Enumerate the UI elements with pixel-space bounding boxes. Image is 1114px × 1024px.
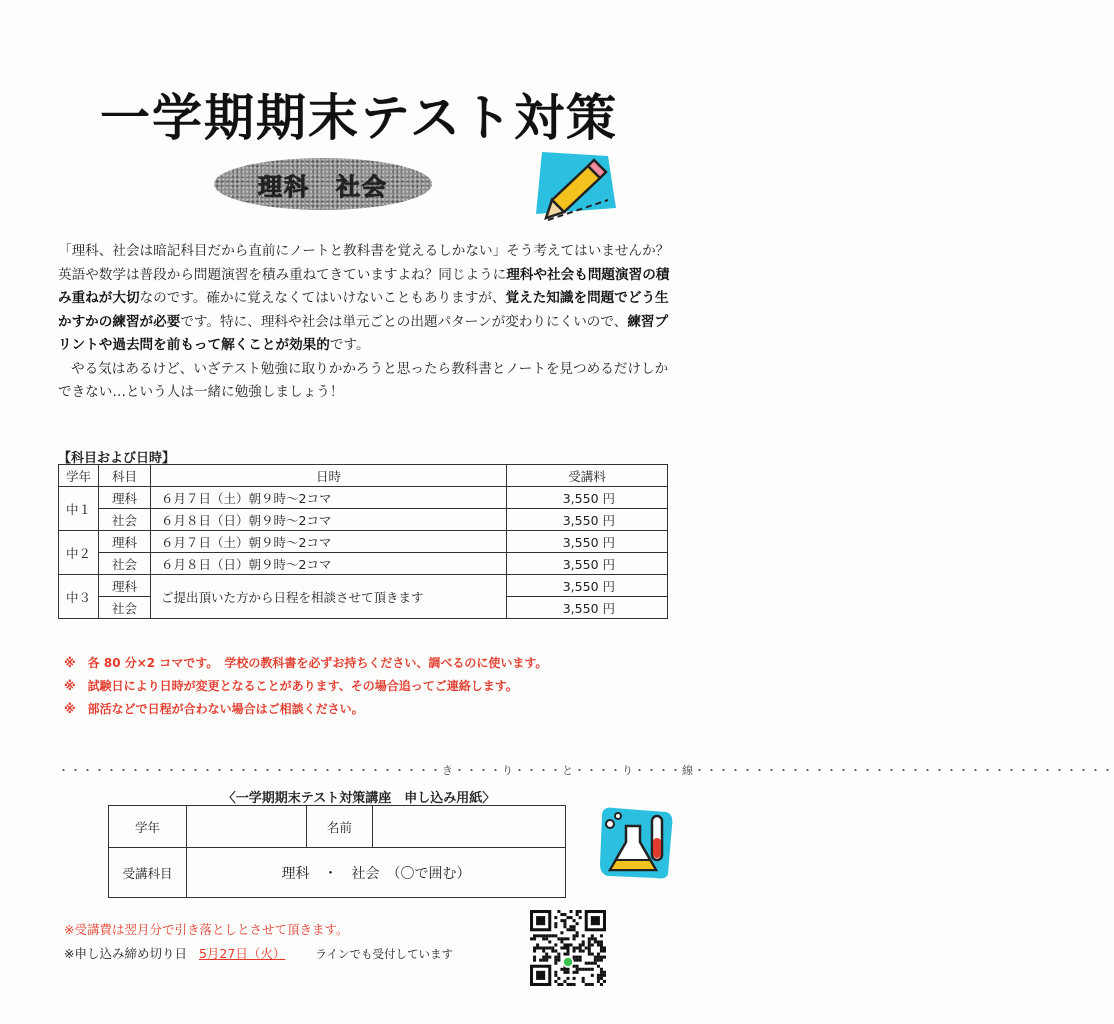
datetime-cell: ６月８日（日）朝９時〜2コマ	[151, 509, 507, 531]
form-title: 〈一学期期末テスト対策講座 申し込み用紙〉	[222, 791, 496, 806]
fee-cell: 3,550 円	[507, 487, 668, 509]
intro-segment: 「理科、社会は暗記科目だから直前にノートと教科書を覚えるしかない」そう考えてはいませんか？英語や数学は普段から問題演習を積み重ねてきていますよね？同じように	[58, 243, 670, 283]
deadline-date: 5月27日（火）	[198, 946, 286, 961]
intro-segment: なのです。確かに覚えなくてはいけないこともありますが、	[139, 290, 506, 306]
intro-segment: です。	[329, 337, 370, 353]
fee-cell: 3,550 円	[507, 575, 668, 597]
subject-cell: 社会	[99, 597, 151, 619]
subjects-badge	[214, 158, 432, 210]
subject-label: 受講科目	[109, 848, 187, 898]
grade-label: 学年	[109, 806, 187, 848]
page-title: 一学期期末テスト対策	[100, 89, 618, 147]
fee-cell: 3,550 円	[507, 553, 668, 575]
subject-cell: 理科	[99, 487, 151, 509]
deadline-row	[64, 944, 453, 962]
subject-cell: 社会	[99, 553, 151, 575]
intro-emphasis: 練習プリントや過去問を前もって解くことが効果的	[58, 313, 669, 353]
name-field[interactable]	[373, 806, 566, 848]
fee-note: ※受講費は翌月分で引き落としとさせて頂きます。	[64, 922, 349, 937]
science-flask-icon	[596, 802, 676, 882]
intro-paragraph-2: やる気はあるけど、いざテスト勉強に取りかかろうと思ったら教科書とノートを見つめるだけしかできない…という人は一緒に勉強しましょう！	[58, 360, 669, 400]
table-row	[59, 509, 668, 531]
qr-code[interactable]	[530, 910, 606, 986]
note-item: ※ 試験日により日時が変更となることがあります、その場合追ってご連絡します。	[64, 679, 518, 693]
schedule-heading: 【科目および日時】	[58, 451, 176, 466]
header-grade: 学年	[59, 465, 99, 487]
table-row	[59, 553, 668, 575]
subject-cell: 社会	[99, 509, 151, 531]
table-header-row	[59, 465, 668, 487]
intro-emphasis: 覚えた知識を問題でどう生かすかの練習が必要	[58, 290, 669, 330]
header-subject: 科目	[99, 465, 151, 487]
subject-options[interactable]: 理科 ・ 社会 （〇で囲む）	[187, 848, 566, 898]
header-datetime: 日時	[151, 465, 507, 487]
subjects-label: 理科 社会	[258, 172, 388, 201]
datetime-cell: ６月８日（日）朝９時〜2コマ	[151, 553, 507, 575]
note-item: ※ 部活などで日程が合わない場合はご相談ください。	[64, 702, 364, 716]
table-row	[59, 575, 668, 597]
pencil-icon	[528, 148, 620, 222]
subject-cell: 理科	[99, 531, 151, 553]
schedule-table	[58, 464, 668, 619]
line-note: ラインでも受付しています	[315, 947, 453, 961]
subject-cell: 理科	[99, 575, 151, 597]
grade-cell: 中２	[59, 531, 99, 575]
intro-segment: です。特に、理科や社会は単元ごとの出題パターンが変わりにくいので、	[180, 313, 628, 330]
note-item: ※ 各 80 分×2 コマです。 学校の教科書を必ずお持ちください、調べるのに使います。	[64, 656, 548, 670]
cut-line: ・・・・・・・・・・・・・・・・・・・・・・・・・・・・・・・・き・・・・り・・・・と・・・・り・・・・線・・・・・・・・・・・・・・・・・・・・・・・・・・・・・・・・・・・	[58, 764, 1114, 777]
header-fee: 受講料	[507, 465, 668, 487]
intro-emphasis: 理科や社会も問題演習の積み重ねが大切	[58, 266, 670, 306]
fee-cell: 3,550 円	[507, 509, 668, 531]
name-label: 名前	[307, 806, 373, 848]
datetime-cell: ご提出頂いた方から日程を相談させて頂きます	[151, 575, 507, 619]
application-form	[108, 805, 566, 898]
fee-cell: 3,550 円	[507, 597, 668, 619]
datetime-cell: ６月７日（土）朝９時〜2コマ	[151, 487, 507, 509]
intro-paragraph-1	[58, 240, 670, 358]
intro-text	[58, 240, 670, 405]
grade-cell: 中１	[59, 487, 99, 531]
fee-cell: 3,550 円	[507, 531, 668, 553]
deadline-label: ※申し込み締め切り日	[64, 946, 187, 961]
grade-cell: 中３	[59, 575, 99, 619]
datetime-cell: ６月７日（土）朝９時〜2コマ	[151, 531, 507, 553]
notes	[64, 652, 547, 721]
grade-field[interactable]	[187, 806, 307, 848]
table-row	[59, 531, 668, 553]
table-row	[59, 487, 668, 509]
